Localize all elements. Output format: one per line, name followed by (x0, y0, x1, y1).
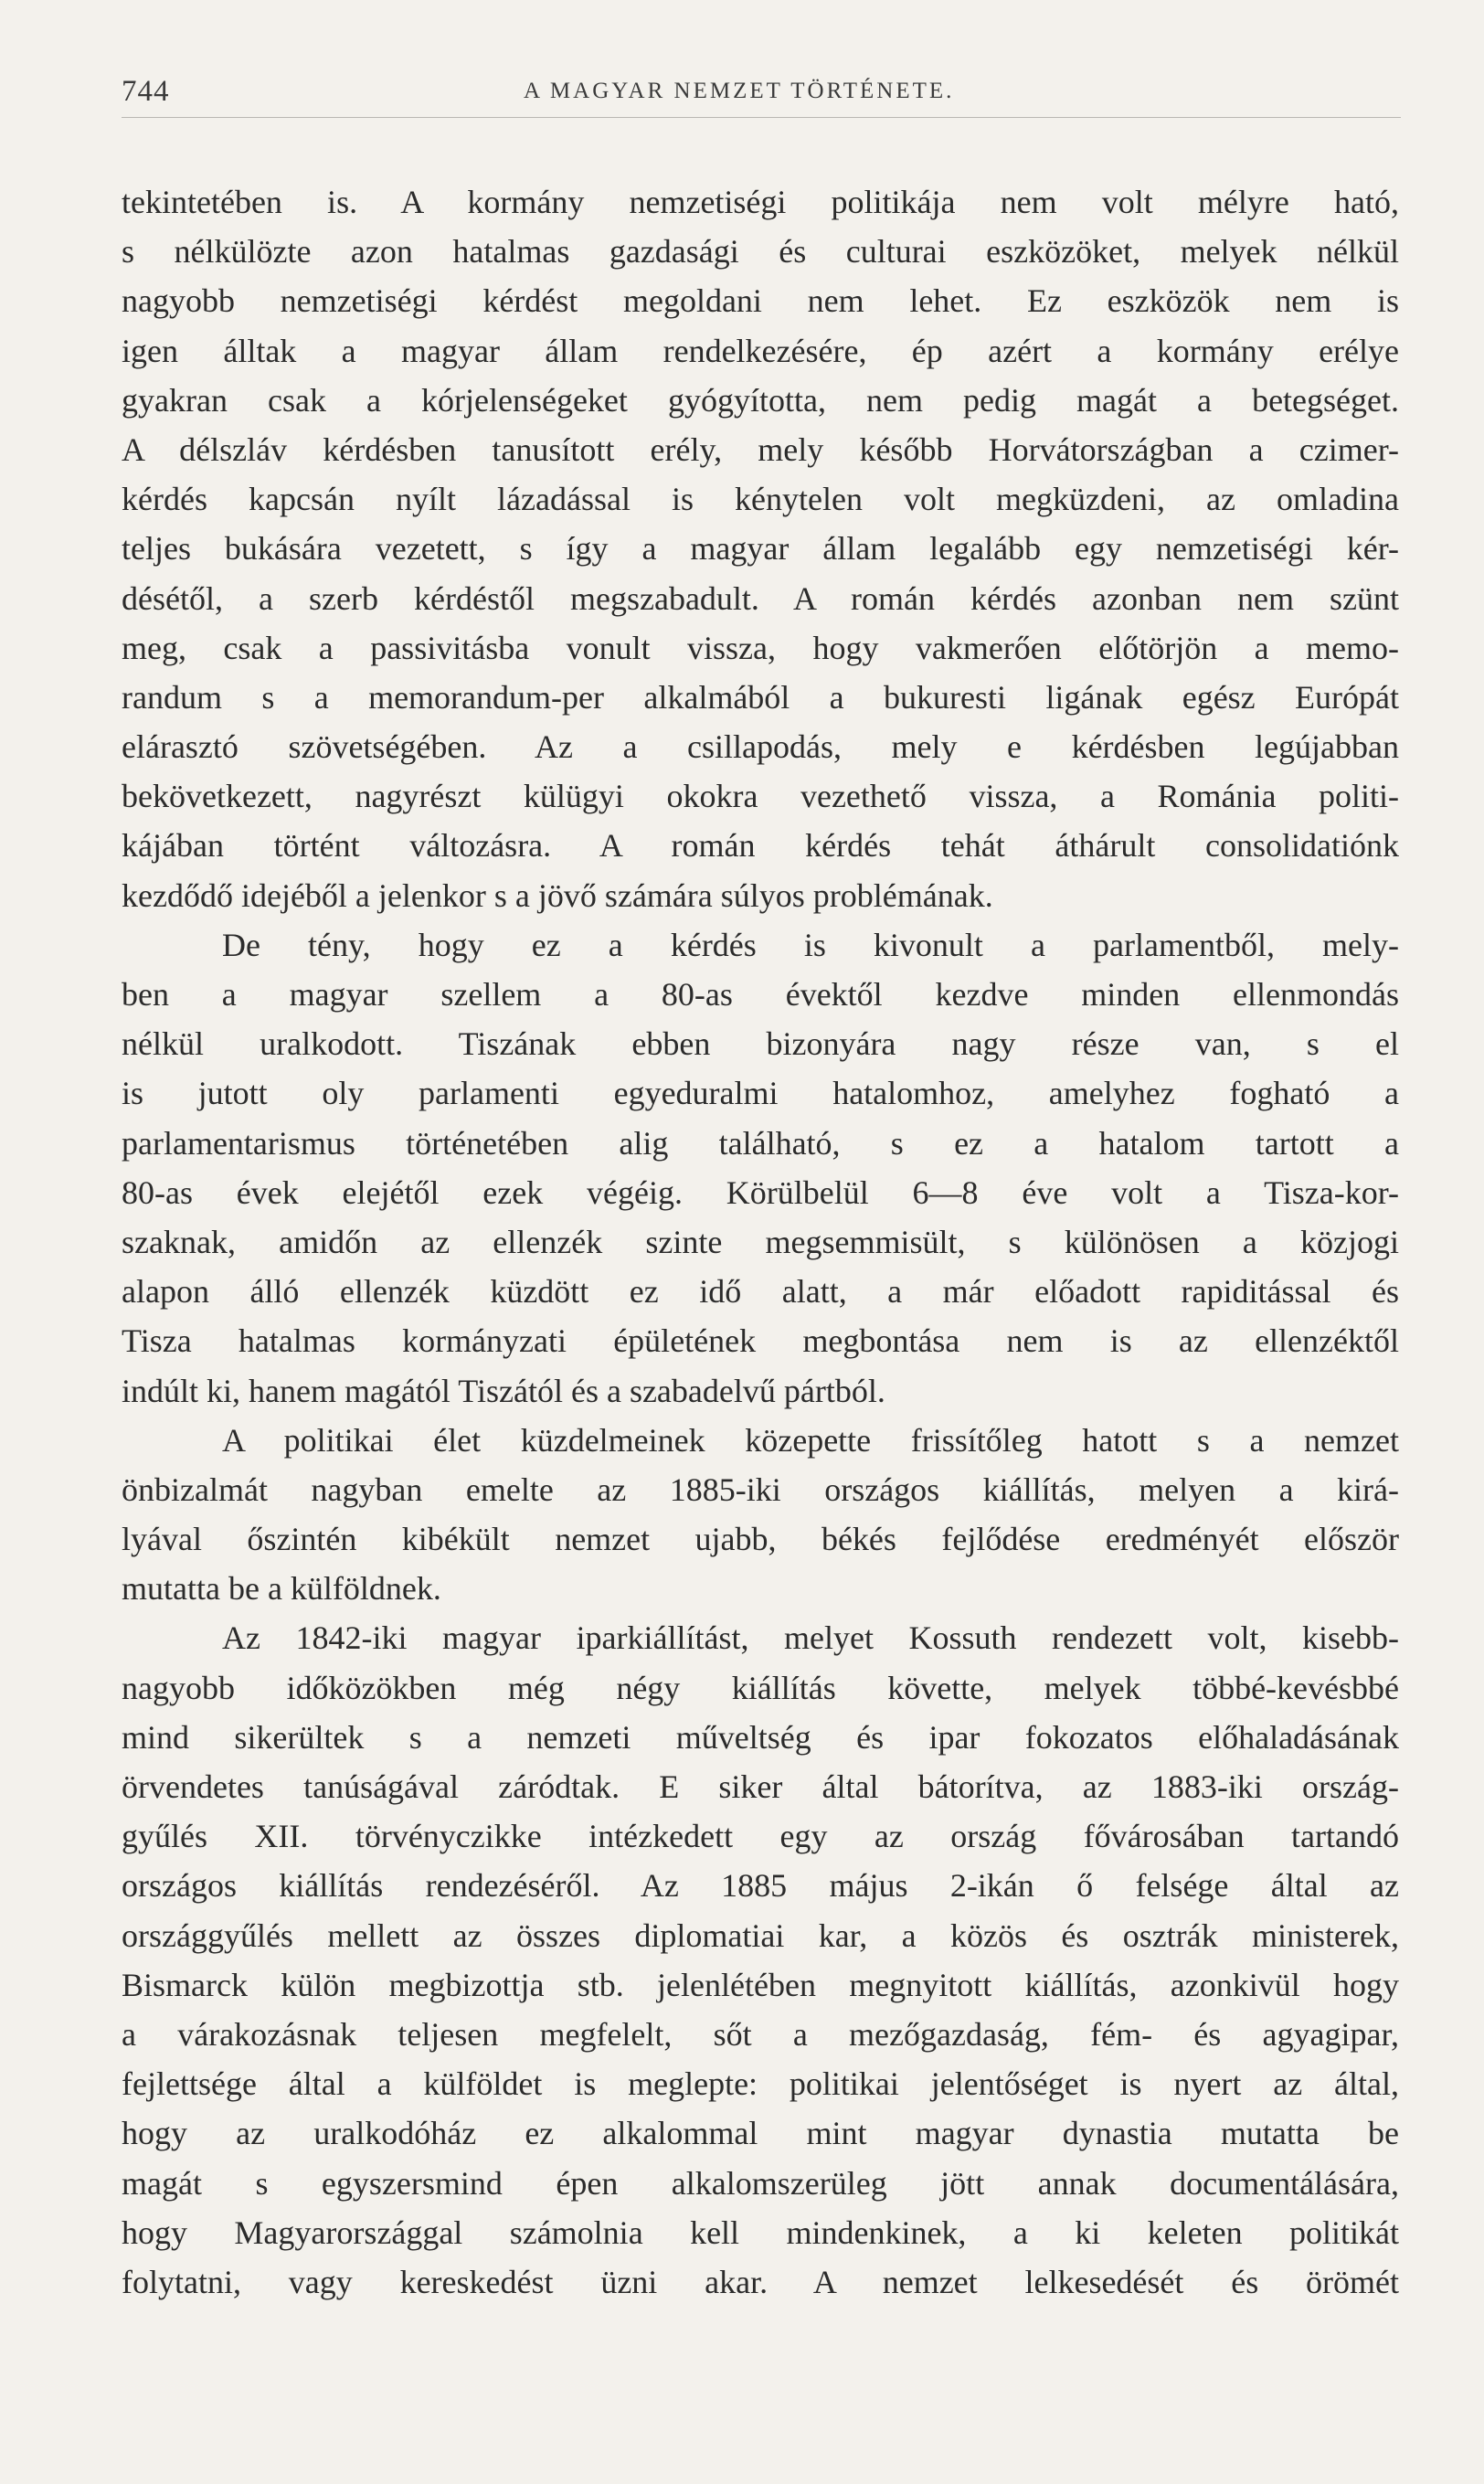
text-line: lyával őszintén kibékült nemzet ujabb, békés fejlődése eredményét először (122, 1521, 1399, 1558)
text-line: nélkül uralkodott. Tiszának ebben bizonyára nagy része van, s el (122, 1025, 1399, 1063)
text-line: bekövetkezett, nagyrészt külügyi okokra vezethető vissza, a Románia politi- (122, 778, 1399, 815)
page-header (122, 66, 1401, 121)
page-number: 744 (122, 75, 170, 108)
text-line: magát s egyszersmind épen alkalomszerüleg jött annak documentálására, (122, 2164, 1399, 2202)
text-line: alapon álló ellenzék küzdött ez idő alatt, a már előadott rapiditással és (122, 1273, 1399, 1311)
text-line: nagyobb időközökben még négy kiállítás követte, melyek többé-kevésbbé (122, 1669, 1399, 1706)
text-line: nagyobb nemzetiségi kérdést megoldani nem lehet. Ez eszközök nem is (122, 282, 1399, 320)
text-line: Bismarck külön megbizottja stb. jelenlétében megnyitott kiállítás, azonkivül hogy (122, 1966, 1399, 2003)
text-line: Tisza hatalmas kormányzati épületének megbontása nem is az ellenzéktől (122, 1322, 1399, 1360)
text-line: gyakran csak a kórjelenségeket gyógyította, nem pedig magát a betegséget. (122, 381, 1399, 419)
text-line: országgyűlés mellett az összes diplomatiai kar, a közös és osztrák ministerek, (122, 1916, 1399, 1954)
text-line: mutatta be a külföldnek. (122, 1570, 441, 1608)
text-line: A délszláv kérdésben tanusított erély, mely később Horvátországban a czimer- (122, 430, 1399, 468)
text-line: 80-as évek elejétől ezek végéig. Körülbelül 6—8 éve volt a Tisza-kor- (122, 1173, 1399, 1211)
text-line: indúlt ki, hanem magától Tiszától és a szabadelvű pártból. (122, 1372, 885, 1409)
text-line: mind sikerültek s a nemzeti műveltség és ipar fokozatos előhaladásának (122, 1718, 1399, 1756)
text-line: gyűlés XII. törvényczikke intézkedett egy az ország fővárosában tartandó (122, 1818, 1399, 1855)
text-line: randum s a memorandum-per alkalmából a bukuresti ligának egész Európát (122, 678, 1399, 716)
text-line: teljes bukására vezetett, s így a magyar állam legalább egy nemzetiségi kér- (122, 530, 1399, 568)
text-line: A politikai élet küzdelmeinek közepette frissítőleg hatott s a nemzet (222, 1421, 1399, 1459)
text-line: kérdés kapcsán nyílt lázadással is kénytelen volt megküzdeni, az omladina (122, 481, 1399, 518)
text-line: örvendetes tanúságával záródtak. E siker által bátorítva, az 1883-iki ország- (122, 1768, 1399, 1805)
text-line: ben a magyar szellem a 80-as évektől kezdve minden ellenmondás (122, 976, 1399, 1013)
text-line: is jutott oly parlamenti egyeduralmi hatalomhoz, amelyhez fogható a (122, 1075, 1399, 1112)
text-line: elárasztó szövetségében. Az a csillapodás, mely e kérdésben legújabban (122, 728, 1399, 766)
text-line: igen álltak a magyar állam rendelkezésére, ép azért a kormány erélye (122, 332, 1399, 369)
body-text (122, 177, 1399, 2307)
text-line: fejlettsége által a külföldet is meglepte: politikai jelentőséget is nyert az által, (122, 2065, 1399, 2103)
text-line: hogy Magyarországgal számolnia kell mindenkinek, a ki keleten politikát (122, 2213, 1399, 2251)
text-line: folytatni, vagy kereskedést üzni akar. A nemzet lelkesedését és örömét (122, 2263, 1399, 2300)
text-line: hogy az uralkodóház ez alkalommal mint magyar dynastia mutatta be (122, 2115, 1399, 2152)
text-line: De tény, hogy ez a kérdés is kivonult a parlamentből, mely- (222, 926, 1399, 963)
text-line: kájában történt változásra. A román kérdés tehát áthárult consolidatiónk (122, 827, 1399, 865)
text-line: Az 1842-iki magyar iparkiállítást, melyet Kossuth rendezett volt, kisebb- (222, 1619, 1399, 1657)
text-line: országos kiállítás rendezéséről. Az 1885 május 2-ikán ő felsége által az (122, 1867, 1399, 1905)
text-line: désétől, a szerb kérdéstől megszabadult. A román kérdés azonban nem szünt (122, 579, 1399, 617)
header-rule (122, 117, 1401, 118)
text-line: parlamentarismus történetében alig található, s ez a hatalom tartott a (122, 1124, 1399, 1162)
text-line: meg, csak a passivitásba vonult vissza, hogy vakmerően előtörjön a memo- (122, 629, 1399, 666)
text-line: tekintetében is. A kormány nemzetiségi politikája nem volt mélyre ható, (122, 184, 1399, 220)
text-line: kezdődő idejéből a jelenkor s a jövő számára súlyos problémának. (122, 876, 993, 914)
text-line: önbizalmát nagyban emelte az 1885-iki országos kiállítás, melyen a kirá- (122, 1470, 1399, 1508)
text-line: a várakozásnak teljesen megfelelt, sőt a mezőgazdaság, fém- és agyagipar, (122, 2015, 1399, 2053)
text-line: s nélkülözte azon hatalmas gazdasági és culturai eszközöket, melyek nélkül (122, 233, 1399, 271)
running-title: A MAGYAR NEMZET TÖRTÉNETE. (524, 79, 955, 103)
text-line: szaknak, amidőn az ellenzék szinte megsemmisült, s különösen a közjogi (122, 1223, 1399, 1260)
